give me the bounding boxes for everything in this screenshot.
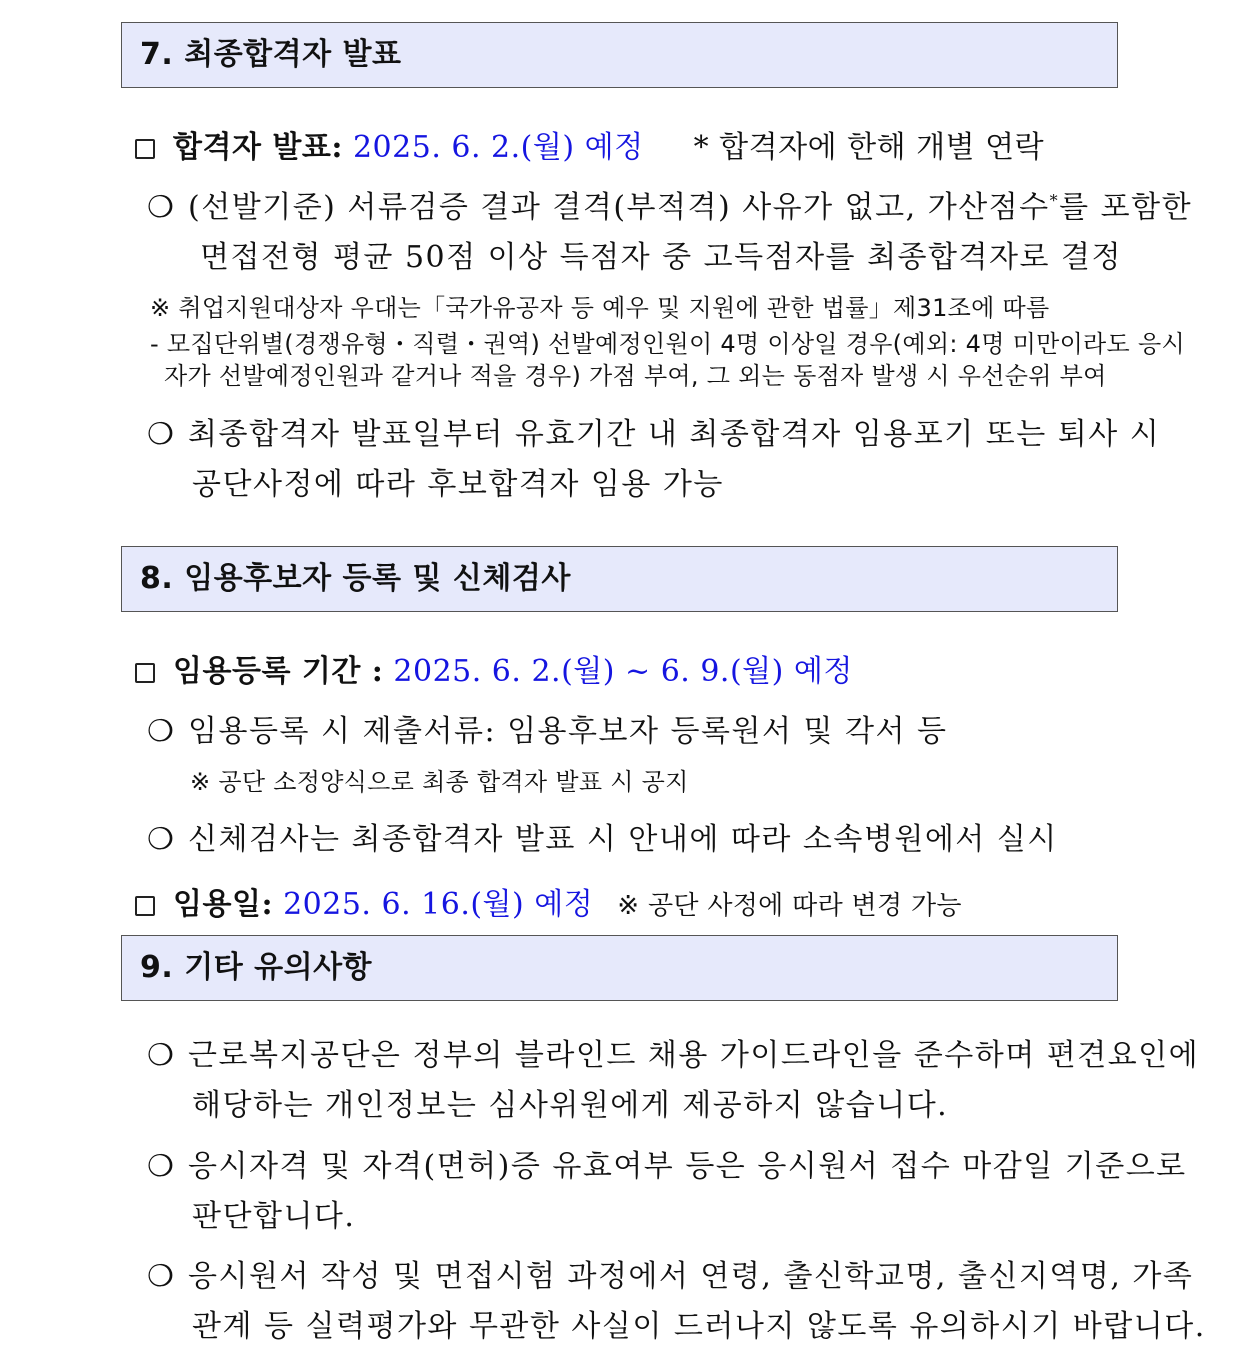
bullet-circle-icon: ❍	[147, 417, 176, 452]
checkbox-square-icon	[135, 896, 155, 916]
section-9-header	[121, 935, 1118, 1001]
s7-bullet-1-line1: ❍ (선발기준) 서류검증 결과 결격(부적격) 사유가 없고, 가산점수*를 포함한	[147, 190, 1193, 225]
s9-bullet-2-line2: 판단합니다.	[192, 1199, 356, 1234]
bullet-circle-icon: ❍	[147, 714, 176, 749]
s7-note-1: ※ 취업지원대상자 우대는「국가유공자 등 예우 및 지원에 관한 법률」제31조에 따름	[150, 294, 1050, 322]
s9-bullet-1-line1: ❍ 근로복지공단은 정부의 블라인드 채용 가이드라인을 준수하며 편견요인에	[147, 1038, 1200, 1073]
section-8-header	[121, 546, 1118, 612]
s8-bullet-1-note: ※ 공단 소정양식으로 최종 합격자 발표 시 공지	[190, 768, 689, 796]
s7-bullet-1-line2: 면접전형 평균 50점 이상 득점자 중 고득점자를 최종합격자로 결정	[200, 240, 1122, 275]
appointment-note: ※ 공단 사정에 따라 변경 가능	[617, 891, 962, 921]
announce-label: 합격자 발표:	[173, 130, 343, 165]
registration-line	[135, 646, 853, 690]
section-7-header	[121, 22, 1118, 88]
bullet-circle-icon: ❍	[147, 1038, 176, 1073]
bullet-circle-icon: ❍	[147, 1149, 176, 1184]
s7-bullet-2-line2: 공단사정에 따라 후보합격자 임용 가능	[192, 467, 724, 502]
section-7-title: 7. 최종합격자 발표	[140, 37, 402, 72]
announce-date: 2025. 6. 2.(월) 예정	[352, 130, 644, 165]
s8-bullet-2: ❍ 신체검사는 최종합격자 발표 시 안내에 따라 소속병원에서 실시	[147, 822, 1058, 857]
section-9-title: 9. 기타 유의사항	[140, 950, 373, 985]
s7-bullet-2-line1: ❍ 최종합격자 발표일부터 유효기간 내 최종합격자 임용포기 또는 퇴사 시	[147, 417, 1161, 452]
registration-date: 2025. 6. 2.(월) ~ 6. 9.(월) 예정	[393, 654, 853, 689]
s9-bullet-1-line2: 해당하는 개인정보는 심사위원에게 제공하지 않습니다.	[192, 1088, 949, 1123]
bullet-circle-icon: ❍	[147, 1259, 176, 1294]
announce-note: * 합격자에 한해 개별 연락	[693, 130, 1045, 165]
appointment-label: 임용일:	[173, 887, 274, 922]
s7-note-2-line1: - 모집단위별(경쟁유형・직렬・권역) 선발예정인원이 4명 이상일 경우(예외: 4명 미만이라도 응시	[150, 330, 1185, 358]
s9-bullet-3-line2: 관계 등 실력평가와 무관한 사실이 드러나지 않도록 유의하시기 바랍니다.	[192, 1309, 1206, 1344]
appointment-date: 2025. 6. 16.(월) 예정	[283, 887, 594, 922]
checkbox-square-icon	[135, 139, 155, 159]
bullet-circle-icon: ❍	[147, 822, 176, 857]
s9-bullet-3-line1: ❍ 응시원서 작성 및 면접시험 과정에서 연령, 출신학교명, 출신지역명, 가족	[147, 1259, 1194, 1294]
registration-label: 임용등록 기간 :	[173, 654, 384, 689]
bullet-circle-icon: ❍	[147, 190, 176, 225]
checkbox-square-icon	[135, 663, 155, 683]
section-8-title: 8. 임용후보자 등록 및 신체검사	[140, 561, 571, 596]
s8-bullet-1: ❍ 임용등록 시 제출서류: 임용후보자 등록원서 및 각서 등	[147, 714, 948, 749]
s9-bullet-2-line1: ❍ 응시자격 및 자격(면허)증 유효여부 등은 응시원서 접수 마감일 기준으로	[147, 1149, 1187, 1184]
s7-note-2-line2: 자가 선발예정인원과 같거나 적을 경우) 가점 부여, 그 외는 동점자 발생 시 우선순위 부여	[164, 362, 1107, 390]
appointment-line	[135, 879, 962, 923]
announce-line	[135, 122, 1044, 166]
